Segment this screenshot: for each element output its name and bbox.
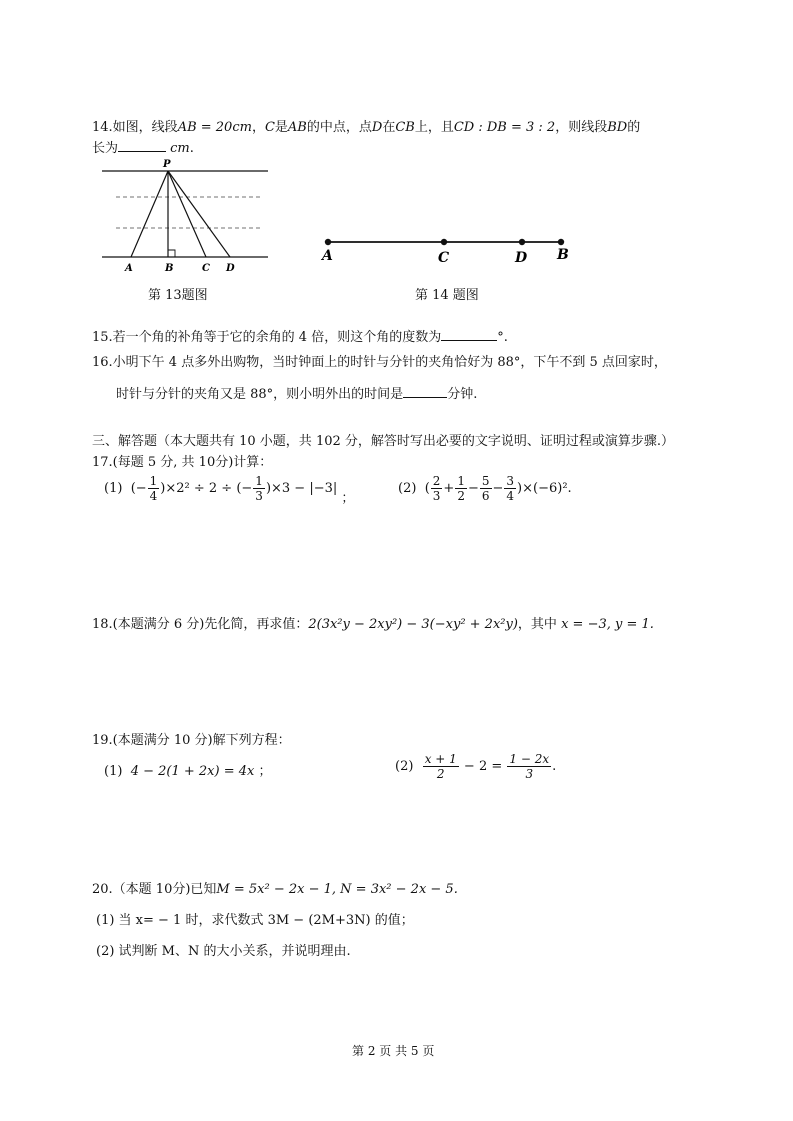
fig14-label-b: B bbox=[557, 247, 569, 263]
q20-part1: (1) 当 x= − 1 时，求代数式 3M − (2M+3N) 的值； bbox=[96, 913, 414, 928]
q16-line2: 时针与分针的夹角又是 88°，则小明外出的时间是 分钟. bbox=[116, 387, 478, 402]
fig13-right-angle-mark bbox=[168, 250, 175, 257]
q19-part1: (1) 4 − 2(1 + 2x) = 4x ； bbox=[104, 764, 272, 779]
figure-14-caption: 第 14 题图 bbox=[415, 288, 479, 303]
q14-answer-blank bbox=[118, 139, 166, 152]
q17-part1: (1) (− $\frac{1}{4}$ )×2² ÷ 2 ÷ (− $\frac{1}{3}$ )×3 − |−3| ； bbox=[104, 474, 355, 506]
fig14-point-b bbox=[558, 239, 564, 245]
q14-ratio-expression: CD : DB = 3 : 2 bbox=[453, 120, 556, 135]
fig14-label-c: C bbox=[438, 250, 450, 266]
q17-p1-fraction-1: $\frac{1}{4}$ bbox=[149, 474, 158, 503]
fig13-segment-pc bbox=[168, 171, 206, 257]
q14-ab-expression: AB = 20cm bbox=[177, 120, 252, 135]
fig14-label-a: A bbox=[322, 248, 333, 264]
q20-title: 20.（本题 10分)已知M = 5x² − 2x − 1, N = 3x² − 2x − 5. bbox=[92, 882, 458, 897]
section-3-heading: 三、解答题（本大题共有 10 小题，共 102 分，解答时写出必要的文字说明、证明过程或演算步骤.） bbox=[92, 434, 675, 449]
q18-values: x = −3, y = 1. bbox=[561, 617, 654, 632]
q14-line2: 长为 cm. bbox=[92, 141, 194, 156]
fig13-label-d: D bbox=[226, 263, 235, 274]
fig14-label-d: D bbox=[515, 250, 528, 266]
figure-13-caption: 第 13题图 bbox=[148, 288, 208, 303]
q17-part2: (2) ( $\frac{2}{3}$ + $\frac{1}{2}$ − $\frac{5}{6}$ − $\frac{3}{4}$ )×(−6)². bbox=[398, 474, 572, 503]
q20-part2: (2) 试判断 M、N 的大小关系，并说明理由. bbox=[96, 944, 351, 959]
q17-title: 17.(每题 5 分, 共 10分)计算： bbox=[92, 455, 273, 470]
figure-14 bbox=[318, 230, 578, 270]
q16-line1: 16.小明下午 4 点多外出购物，当时钟面上的时针与分针的夹角恰好为 88°，下午不到 5 点回家时， bbox=[92, 355, 667, 370]
q18-expression: 2(3x²y − 2xy²) − 3(−xy² + 2x²y) bbox=[308, 617, 518, 632]
fig13-label-p: P bbox=[163, 159, 171, 170]
fig14-point-d bbox=[519, 239, 525, 245]
fig13-label-a: A bbox=[125, 263, 133, 274]
fig13-label-b: B bbox=[165, 263, 174, 274]
q17-p1-fraction-2: $\frac{1}{3}$ bbox=[255, 474, 263, 503]
q14-line1: 14.如图，线段AB = 20cm，C是AB的中点，点D在CB上，且CD : DB = 3 : 2，则线段BD的 bbox=[92, 120, 641, 135]
q15-answer-blank bbox=[441, 328, 497, 341]
q18: 18.(本题满分 6 分)先化简，再求值：2(3x²y − 2xy²) − 3(−xy² + 2x²y)，其中 x = −3, y = 1. bbox=[92, 617, 654, 632]
q16-answer-blank bbox=[403, 385, 447, 398]
fig13-label-c: C bbox=[202, 263, 210, 274]
q19-title: 19.(本题满分 10 分)解下列方程： bbox=[92, 733, 291, 748]
fig13-segment-pa bbox=[131, 171, 168, 257]
q19-part2: (2) $\frac{x + 1}{2}$ − 2 = $\frac{1 - 2x}{3}$ . bbox=[395, 752, 557, 781]
page-footer: 第 2 页 共 5 页 bbox=[352, 1044, 435, 1058]
fig14-point-c bbox=[441, 239, 447, 245]
fig13-segment-pd bbox=[168, 171, 230, 257]
q15: 15.若一个角的补角等于它的余角的 4 倍，则这个角的度数为 °. bbox=[92, 330, 508, 345]
figure-13 bbox=[98, 155, 273, 275]
fig14-point-a bbox=[325, 239, 331, 245]
